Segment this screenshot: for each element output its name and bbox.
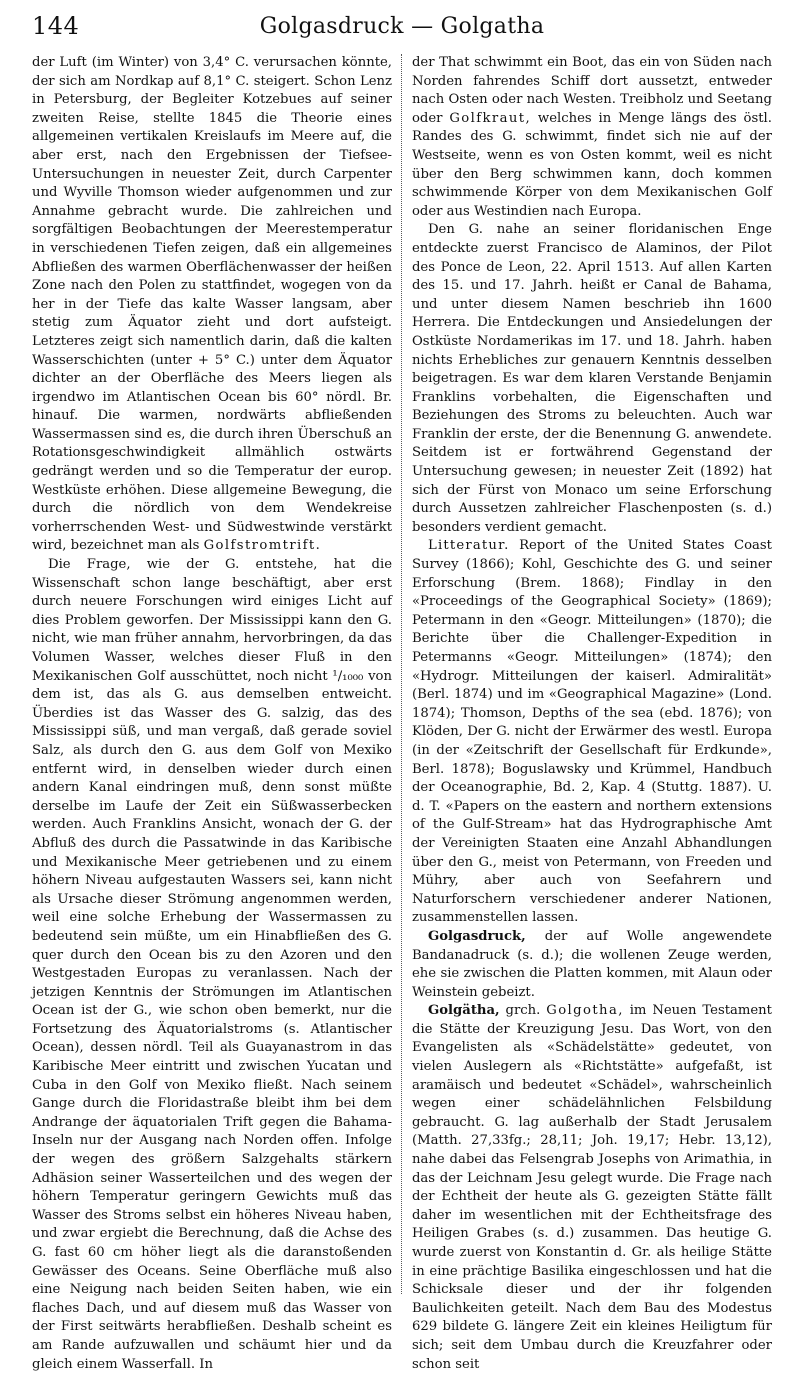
entry-headword: Golgätha, [427, 1003, 500, 1019]
paragraph-gulfstream-circulation [32, 54, 392, 556]
term-golfkraut: Golfkraut, [449, 110, 532, 126]
paragraph-text: welches in Menge längs des östl. Randes des G. schwimmt, findet sich nie auf der Westseite, wenn es von Osten kommt, weil es nicht über den Berg schwimmen kann, doch kommen schwimmende Körper von dem Mexikanischen Golf oder aus Westindien nach Europa. [411, 110, 772, 219]
left-column [32, 54, 392, 1372]
entry-text: im Neuen Testament die Stätte der Kreuzigung Jesu. Das Wort, von den Evangelisten als «Schädelstätte» gedeutet, von vielen Auslegern als «Richtstätte» aufgefaßt, ist aramäisch und bedeutet «Schädel», wahrscheinlich wegen einer schädelähnlichen Felsbildung gebraucht. G. lag außerhalb der Stadt Jerusalem (Matth. 27,33fg.; 28,11; Joh. 19,17; Hebr. 13,12), nahe dabei das Felsengrab Josephs von Arimathia, in das der Leichnam Jesu gelegt wurde. Die Frage nach der Echtheit der heute als G. gezeigten Stätte fällt daher im wesentlichen mit der Echtheitsfrage des Heiligen Grabes (s. d.) zusammen. Das heutige G. wurde zuerst von Konstantin d. Gr. als heilige Stätte in eine prächtige Basilika eingeschlossen und hat die Schicksale dieser und der ihr folgenden Baulichkeiten geteilt. Nach dem Bau des Modestus 629 bildete G. längere Zeit ein kleines Heiligtum für sich; seit dem Umbau durch die Kreuzfahrer oder schon seit [411, 1003, 772, 1372]
entry-etymology: grch. [505, 1003, 541, 1019]
right-column [411, 54, 772, 1372]
paragraph-gulfstream-origin: Die Frage, wie der G. entstehe, hat die Wissenschaft schon lange beschäftigt, aber erst durch neuere Forschungen wird einiges Licht auf dies Problem geworfen. Der Mississippi kann den G. nicht, wie man früher annahm, hervorbringen, da das Volumen Wasser, welches dieser Fluß in den Mexikanischen Golf ausschüttet, noch nicht ¹/₁₀₀₀ von dem ist, das als G. aus demselben entweicht. Überdies ist das Wasser des G. salzig, das des Mississippi süß, und man vergaß, daß gerade soviel Salz, als durch den G. aus dem Golf von Mexiko entfernt wird, in denselben wieder durch einen andern Kanal eindringen muß, denn sonst müßte derselbe im Laufe der Zeit ein Süßwasserbecken werden. Auch Franklins Ansicht, wonach der G. der Abfluß des durch die Passatwinde in das Karibische und Mexikanische Meer getriebenen und zu einem höhern Niveau aufgestauten Wassers sei, kann nicht als Ursache dieser Strömung angenommen werden, weil eine solche Erhebung der Wassermassen zu bedeutend sein müßte, um ein Hinabfließen des G. quer durch den Ocean bis zu den Azoren und den Westgestaden Europas zu veranlassen. Nach der jetzigen Kenntnis der Strömungen im Atlantischen Ocean ist der G., wie schon oben bemerkt, nur die Fortsetzung des Äquatorialstroms (s. Atlantischer Ocean), dessen nördl. Teil als Guayanastrom in das Karibische Meer eintritt und zwischen Yucatan und Cuba in den Golf von Mexiko fließt. Nach seinem Gange durch die Floridastraße bleibt ihm bei dem Andrange der äquatorialen Trift gegen die Bahama-Inseln nur der Ausgang nach Norden offen. Infolge der wegen des größern Salzgehalts stärkern Adhäsion seiner Wasserteilchen und des wegen der höhern Temperatur geringern Gewichts muß das Wasser des Stroms selbst ein höheres Niveau haben, und zwar ergiebt die Berechnung, daß die Achse des G. fast 60 cm höher liegt als die daranstoßenden Gewässer des Oceans. Seine Oberfläche muß also eine Neigung nach beiden Seiten haben, wie ein flaches Dach, und auf diesem muß das Wasser von der First seitwärts herabfließen. Deshalb scheint es am Rande aufzuwallen und schäumt hier und da gleich einem Wasserfall. In [32, 557, 392, 1372]
page-number: 144 [32, 12, 80, 40]
running-head [32, 0, 772, 54]
entry-text: der auf Wolle angewendete Bandanadruck (s. d.); die wollenen Zeuge werden, ehe sie zwischen die Platten kommen, mit Alaun oder Weinstein gebeizt. [411, 928, 772, 1000]
paragraph-discovery-history: Den G. nahe an seiner floridanischen Enge entdeckte zuerst Francisco de Alaminos, der Pilot des Ponce de Leon, 22. April 1513. Auf allen Karten des 15. und 17. Jahrh. heißt er Canal de Bahama, und unter diesem Namen beschrieb ihn 1600 Herrera. Die Entdeckungen und Ansiedelungen der Ostküste Nordamerikas im 17. und 18. Jahrh. haben nichts Erhebliches zur genauern Kenntnis desselben beigetragen. Es war dem klaren Verstande Benjamin Franklins vorbehalten, die Eigenschaften und Beziehungen des Stroms zu beleuchten. Auch war Franklin der erste, der die Benennung G. anwendete. Seitdem ist er fortwährend Gegenstand der Untersuchung gewesen; in neuester Zeit (1892) hat sich der Fürst von Monaco um seine Erforschung durch Aussetzen zahlreicher Flaschenposten (s. d.) besonders verdient gemacht. [411, 222, 772, 535]
entry-golgatha [412, 1002, 772, 1374]
paragraph-text: der Luft (im Winter) von 3,4° C. verursachen könnte, der sich am Nordkap auf 8,1° C. steigert. Schon Lenz in Petersburg, der Begleiter Kotzebues auf seiner zweiten Reise, stellte 1845 die Theorie eines allgemeinen vertikalen Kreislaufs im Meere auf, die aber erst, nach den Ergebnissen der Tiefsee-Untersuchungen in neuester Zeit, durch Carpenter und Wyville Thomson wieder aufgenommen und zur Annahme gebracht wurde. Die zahlreichen und sorgfältigen Beobachtungen der Meerestemperatur in verschiedenen Tiefen zeigen, daß ein allgemeines Abfließen des warmen Oberflächenwasser der heißen Zone nach den Polen zu stattfindet, wogegen von da her in der Tiefe das kalte Wasser langsam, aber stetig zum Äquator zieht und dort aufsteigt. Letzteres zeigt sich namentlich darin, daß die kalten Wasserschichten (unter + 5° C.) unter dem Äquator dichter an der Oberfläche des Meers liegen als irgendwo im Atlantischen Ocean bis 60° nördl. Br. hinauf. Die warmen, nordwärts abfließenden Wassermassen sind es, die durch ihren Überschuß an Rotationsgeschwindigkeit allmählich ostwärts gedrängt werden und so die Temperatur der europ. Westküste erhöhen. Diese allgemeine Bewegung, die durch die nördlich von dem Wendekreise vorherrschenden West- und Südwestwinde verstärkt wird, bezeichnet man als [32, 55, 392, 554]
text-columns [32, 54, 772, 1372]
column-divider [401, 54, 403, 1294]
paragraph-text: der That schwimmt ein Boot, das ein von Süden nach Norden fahrendes Schiff dort aussetzt, entweder nach Osten oder nach Westen. Treibholz und Seetang oder [411, 55, 772, 126]
literature-section [412, 537, 772, 927]
entry-greek-form: Golgotha, [546, 1003, 624, 1019]
literature-text: Report of the United States Coast Survey (1866); Kohl, Geschichte des G. und seiner Erforschung (Brem. 1868); Findlay in den «Proceedings of the Geographical Society» (1869); Petermann in den «Geogr. Mitteilungen» (1870); die Berichte über die Challenger-Expedition in Petermanns «Geogr. Mitteilungen» (1874); den «Hydrogr. Mitteilungen der kaiserl. Admiralität» (Berl. 1874) und im «Geographical Magazine» (Lond. 1874); Thomson, Depths of the sea (ebd. 1876); von Klöden, Der G. nicht der Erwärmer des westl. Europa (in der «Zeitschrift der Gesellschaft für Erdkunde», Berl. 1878); Boguslawsky und Krümmel, Handbuch der Oceanographie, Bd. 2, Kap. 4 (Stuttg. 1887). U. d. T. «Papers on the eastern and northern extensions of the Gulf-Stream» hat das Hydrographische Amt der Vereinigten Staaten eine Anzahl Abhandlungen über den G., meist von Petermann, von Freeden und Mühry, aber auch von Seefahrern und Naturforschern verschiedener anderer Nationen, zusammenstellen lassen. [411, 538, 772, 926]
paragraph-floating-objects [412, 54, 772, 221]
entry-headword: Golgasdruck, [427, 928, 526, 944]
header-title: Golgasdruck — Golgatha [259, 14, 545, 39]
term-golfstromtrift: Golfstromtrift. [203, 538, 322, 554]
entry-golgasdruck [412, 928, 772, 1002]
literature-label: Litteratur. [427, 538, 510, 554]
